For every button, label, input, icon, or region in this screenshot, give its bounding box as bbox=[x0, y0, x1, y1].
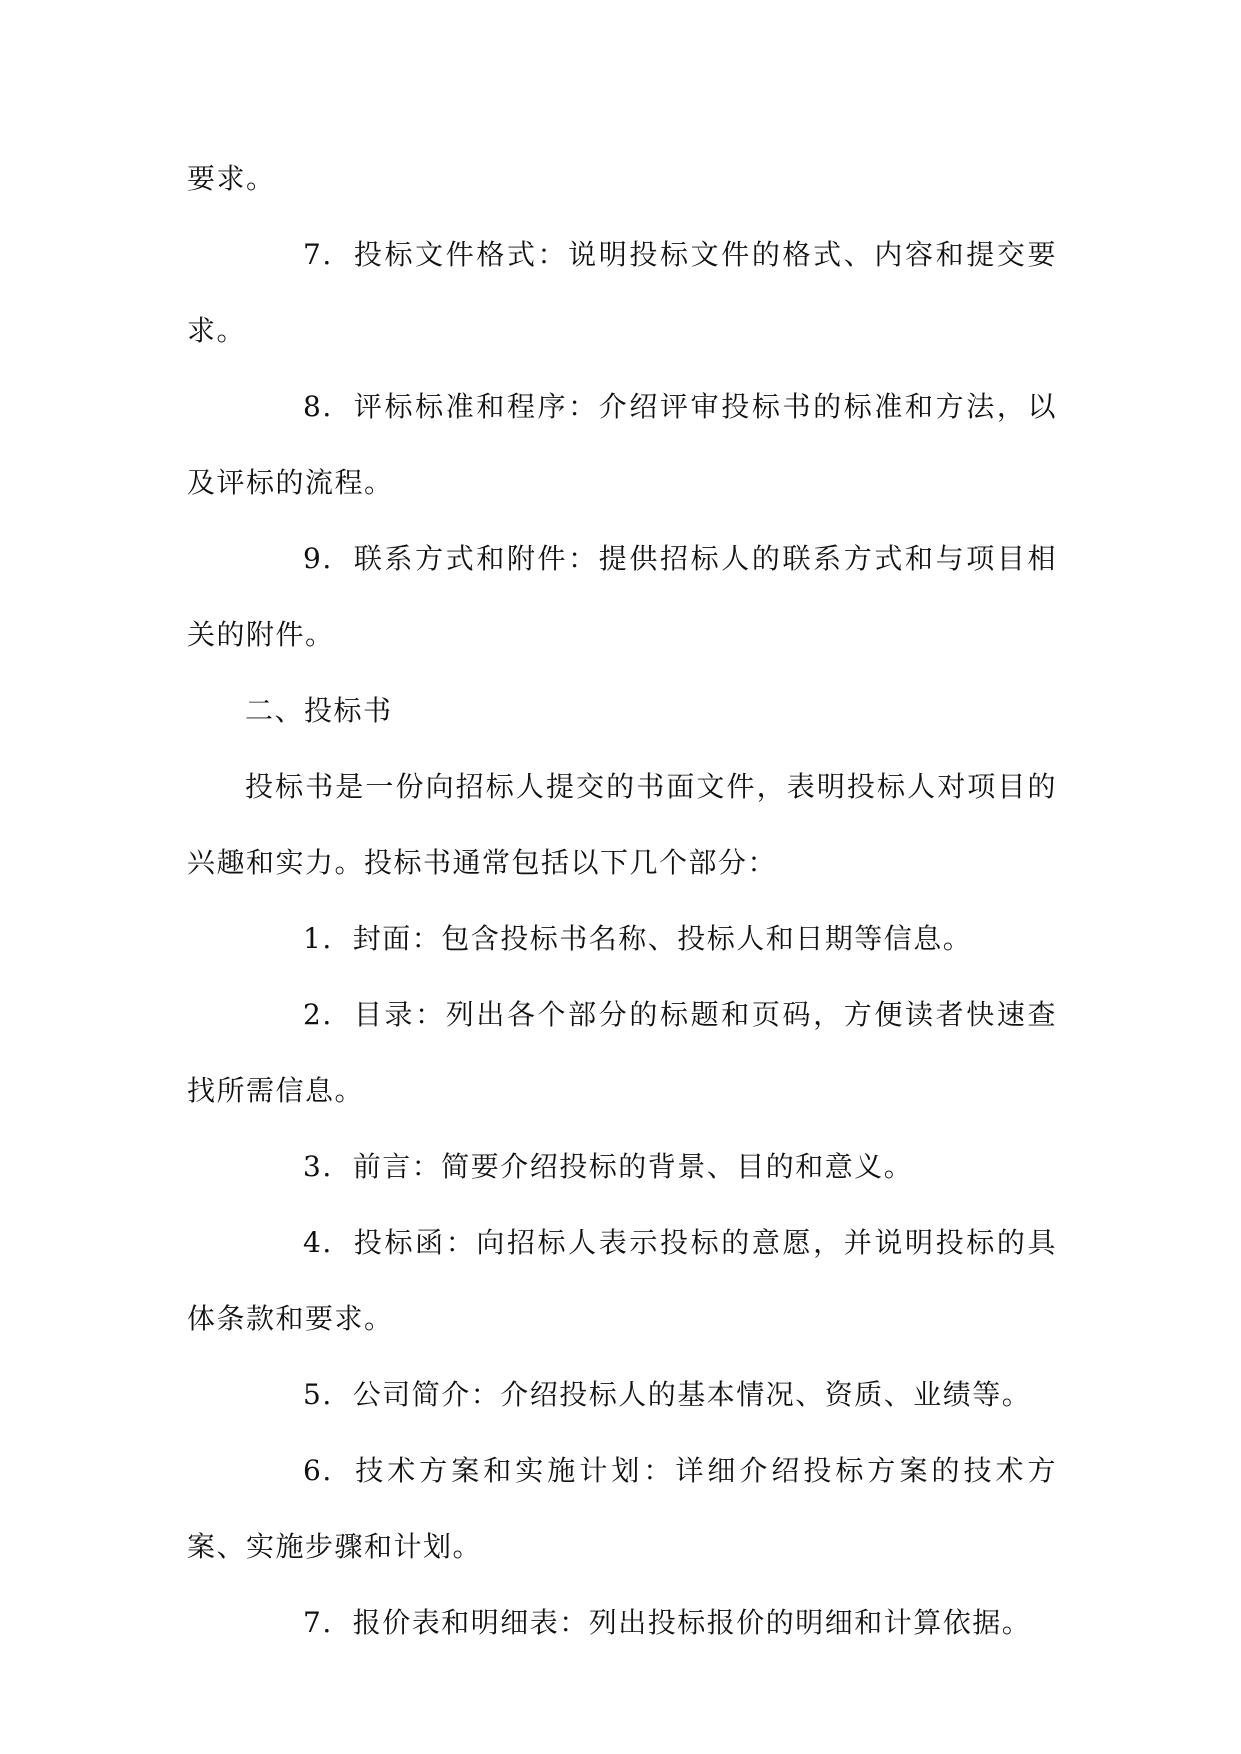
bid-item-4 bbox=[187, 1205, 1057, 1357]
section-heading: 二、投标书 bbox=[245, 694, 393, 727]
item-text: 封面：包含投标书名称、投标人和日期等信息。 bbox=[352, 922, 973, 955]
bid-item-2 bbox=[187, 977, 1057, 1129]
item-number: 6. bbox=[303, 1454, 333, 1487]
item-text: 评标标准和程序：介绍评审投标书的标准和方法，以及评标的流程。 bbox=[187, 390, 1057, 499]
item-text: 联系方式和附件：提供招标人的联系方式和与项目相关的附件。 bbox=[187, 542, 1057, 651]
bid-item-1 bbox=[187, 901, 1057, 977]
bid-item-7 bbox=[187, 1585, 1057, 1661]
item-number: 4. bbox=[303, 1226, 333, 1259]
item-text: 目录：列出各个部分的标题和页码，方便读者快速查找所需信息。 bbox=[187, 998, 1057, 1107]
bid-item-3 bbox=[187, 1129, 1057, 1205]
item-number: 7. bbox=[303, 238, 333, 271]
item-text: 公司简介：介绍投标人的基本情况、资质、业绩等。 bbox=[352, 1378, 1032, 1411]
intro-paragraph: 投标书是一份向招标人提交的书面文件，表明投标人对项目的兴趣和实力。投标书通常包括以下几个部分： bbox=[187, 770, 1057, 879]
bid-item-5 bbox=[187, 1357, 1057, 1433]
item-text: 前言：简要介绍投标的背景、目的和意义。 bbox=[352, 1150, 914, 1183]
item-number: 8. bbox=[303, 390, 333, 423]
item-number: 7. bbox=[303, 1606, 333, 1639]
tender-item-9 bbox=[187, 521, 1057, 673]
item-number: 3. bbox=[303, 1150, 333, 1183]
item-text: 投标函：向招标人表示投标的意愿，并说明投标的具体条款和要求。 bbox=[187, 1226, 1057, 1335]
item-number: 5. bbox=[303, 1378, 333, 1411]
item-number: 2. bbox=[303, 998, 333, 1031]
item-number: 1. bbox=[303, 922, 333, 955]
bid-item-6 bbox=[187, 1433, 1057, 1585]
item-number: 9. bbox=[303, 542, 333, 575]
item-text: 技术方案和实施计划：详细介绍投标方案的技术方案、实施步骤和计划。 bbox=[187, 1454, 1057, 1563]
tender-item-7 bbox=[187, 217, 1057, 369]
item-text: 报价表和明细表：列出投标报价的明细和计算依据。 bbox=[352, 1606, 1032, 1639]
tender-item-8 bbox=[187, 369, 1057, 521]
item-text: 投标文件格式：说明投标文件的格式、内容和提交要求。 bbox=[187, 238, 1057, 347]
continuation-line: 要求。 bbox=[187, 162, 276, 195]
document-body bbox=[187, 141, 1057, 1661]
